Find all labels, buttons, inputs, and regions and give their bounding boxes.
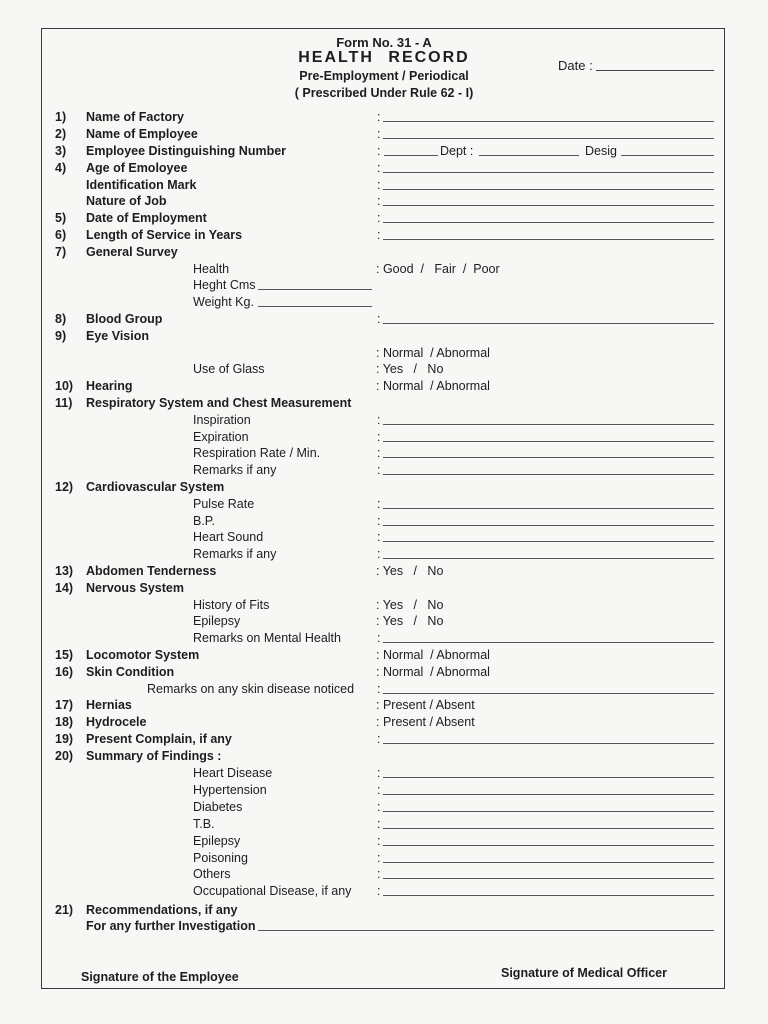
colon: :: [377, 413, 381, 427]
field-cardiovascular: [0, 479, 768, 496]
field-general-survey: [0, 244, 768, 261]
epilepsy-finding-input-line[interactable]: [383, 845, 714, 846]
field-label: Nervous System: [86, 581, 184, 595]
field-pulse-rate: [0, 496, 768, 513]
field-hernias: [0, 697, 768, 714]
field-inspiration: [0, 412, 768, 429]
field-tb: [0, 816, 768, 833]
field-label: Hypertension: [193, 783, 267, 797]
field-label: Remarks if any: [193, 547, 277, 561]
field-nature-of-job: [0, 193, 768, 210]
field-expiration: [0, 429, 768, 446]
field-nervous-system: [0, 580, 768, 597]
field-hypertension: [0, 782, 768, 799]
desig-label: Desig: [585, 144, 617, 158]
field-number: 11): [55, 396, 73, 410]
colon: :: [377, 194, 381, 208]
field-label: Length of Service in Years: [86, 228, 243, 242]
field-identification-mark: [0, 177, 768, 194]
bp-input-line[interactable]: [383, 525, 714, 526]
field-number: 14): [55, 581, 74, 595]
skin-options[interactable]: : Normal / Abnormal: [376, 665, 490, 679]
field-heart-disease: [0, 765, 768, 782]
field-label: Expiration: [193, 430, 249, 444]
field-number: 6): [55, 228, 67, 242]
field-abdomen: [0, 563, 768, 580]
colon: :: [377, 732, 381, 746]
field-label: Employee Distinguishing Number: [86, 144, 287, 158]
hernias-options[interactable]: : Present / Absent: [376, 698, 475, 712]
others-input-line[interactable]: [383, 878, 714, 879]
field-respiratory: [0, 395, 768, 412]
field-respiration-rate: [0, 445, 768, 462]
field-number: 10): [55, 379, 74, 393]
field-age: [0, 160, 768, 177]
colon: :: [377, 463, 381, 477]
employee-name-input-line[interactable]: [383, 138, 714, 139]
dept-input-line[interactable]: [479, 144, 579, 156]
field-occupational-disease: [0, 883, 768, 900]
field-number: 8): [55, 312, 67, 326]
field-poisoning: [0, 850, 768, 867]
eye-vision-options[interactable]: : Normal / Abnormal: [376, 346, 490, 360]
colon: :: [377, 110, 381, 124]
field-number: 4): [55, 161, 67, 175]
field-number: 15): [55, 648, 74, 662]
colon: :: [377, 867, 381, 881]
field-label: Poisoning: [193, 851, 248, 865]
form-rule-reference: ( Prescribed Under Rule 62 - I): [294, 86, 474, 100]
field-label: Hydrocele: [86, 715, 147, 729]
field-label: Respiration Rate / Min.: [193, 446, 321, 460]
field-label: Epilepsy: [193, 834, 241, 848]
field-number: 18): [55, 715, 74, 729]
field-label: Remarks if any: [193, 463, 277, 477]
field-label: Remarks on Mental Health: [193, 631, 341, 645]
field-label: Name of Employee: [86, 127, 198, 141]
heart-sound-input-line[interactable]: [383, 541, 714, 542]
field-epilepsy: [0, 613, 768, 630]
date-label: Date :: [558, 58, 593, 73]
colon: :: [377, 161, 381, 175]
field-label: Occupational Disease, if any: [193, 884, 352, 898]
colon: :: [377, 547, 381, 561]
field-epilepsy-finding: [0, 833, 768, 850]
field-label: Health: [193, 262, 230, 276]
colon: :: [377, 530, 381, 544]
field-eye-vision-options: [0, 345, 768, 362]
employee-number-input-line[interactable]: [384, 144, 438, 156]
field-label: Epilepsy: [193, 614, 241, 628]
field-locomotor: [0, 647, 768, 664]
field-length-of-service: [0, 227, 768, 244]
field-label: Hearing: [86, 379, 133, 393]
colon: :: [377, 312, 381, 326]
field-number: 17): [55, 698, 74, 712]
field-number: 13): [55, 564, 74, 578]
identification-input-line[interactable]: [383, 189, 714, 190]
field-label: Remarks on any skin disease noticed: [147, 682, 355, 696]
investigation-input-line[interactable]: [258, 930, 714, 931]
mental-health-input-line[interactable]: [383, 642, 714, 643]
field-label: Heart Sound: [193, 530, 264, 544]
locomotor-options[interactable]: : Normal / Abnormal: [376, 648, 490, 662]
service-years-input-line[interactable]: [383, 239, 714, 240]
health-options[interactable]: : Good / Fair / Poor: [376, 262, 500, 276]
poisoning-input-line[interactable]: [383, 862, 714, 863]
colon: :: [377, 884, 381, 898]
field-label: B.P.: [193, 514, 216, 528]
colon: :: [377, 211, 381, 225]
field-label: Inspiration: [193, 413, 251, 427]
form-title: HEALTH RECORD: [298, 49, 470, 66]
expiration-input-line[interactable]: [383, 441, 714, 442]
field-number: 20): [55, 749, 74, 763]
diabetes-input-line[interactable]: [383, 811, 714, 812]
hydrocele-options[interactable]: : Present / Absent: [376, 715, 475, 729]
inspiration-input-line[interactable]: [383, 424, 714, 425]
field-eye-vision: [0, 328, 768, 345]
field-label: Identification Mark: [86, 178, 197, 192]
blood-group-input-line[interactable]: [383, 323, 714, 324]
field-heart-sound: [0, 529, 768, 546]
field-health: [0, 261, 768, 278]
field-label: Hernias: [86, 698, 132, 712]
field-label: General Survey: [86, 245, 178, 259]
field-weight: [0, 294, 768, 311]
field-number: 12): [55, 480, 74, 494]
field-label: Use of Glass: [193, 362, 265, 376]
field-label: Blood Group: [86, 312, 163, 326]
field-skin-condition: [0, 664, 768, 681]
employment-date-input-line[interactable]: [383, 222, 714, 223]
colon: :: [377, 228, 381, 242]
field-label: Locomotor System: [86, 648, 200, 662]
colon: :: [377, 851, 381, 865]
field-label: Nature of Job: [86, 194, 167, 208]
field-label: T.B.: [193, 817, 215, 831]
field-label: Present Complain, if any: [86, 732, 232, 746]
field-label: Age of Emoloyee: [86, 161, 188, 175]
age-input-line[interactable]: [383, 172, 714, 173]
field-label: Summary of Findings :: [86, 749, 222, 763]
colon: :: [377, 497, 381, 511]
colon: :: [377, 834, 381, 848]
field-hearing: [0, 378, 768, 395]
colon: :: [377, 127, 381, 141]
colon: :: [377, 631, 381, 645]
hearing-options[interactable]: : Normal / Abnormal: [376, 379, 490, 393]
factory-input-line[interactable]: [383, 121, 714, 122]
field-label: Abdomen Tenderness: [86, 564, 217, 578]
height-input-line[interactable]: [258, 278, 372, 290]
field-number: 3): [55, 144, 67, 158]
field-label: Heght Cms: [193, 278, 256, 292]
field-employee-number: [0, 143, 768, 160]
date-field[interactable]: [596, 70, 714, 71]
dept-label: Dept :: [440, 144, 474, 158]
field-summary-of-findings: [0, 748, 768, 765]
heart-disease-input-line[interactable]: [383, 777, 714, 778]
signature-medical-officer: Signature of Medical Officer: [501, 966, 668, 980]
form-subtitle: Pre-Employment / Periodical: [299, 69, 469, 83]
field-label: Respiratory System and Chest Measurement: [86, 396, 352, 410]
respiratory-remarks-input-line[interactable]: [383, 474, 714, 475]
field-history-of-fits: [0, 597, 768, 614]
field-number: 2): [55, 127, 67, 141]
cardio-remarks-input-line[interactable]: [383, 558, 714, 559]
field-label: History of Fits: [193, 598, 270, 612]
colon: :: [377, 430, 381, 444]
field-label: For any further Investigation: [86, 919, 256, 933]
field-label: Heart Disease: [193, 766, 273, 780]
field-label: Name of Factory: [86, 110, 184, 124]
field-respiratory-remarks: [0, 462, 768, 479]
field-cardio-remarks: [0, 546, 768, 563]
colon: :: [377, 514, 381, 528]
field-name-of-employee: [0, 126, 768, 143]
colon: :: [377, 817, 381, 831]
field-number: 21): [55, 903, 74, 917]
field-label: Weight Kg.: [193, 295, 254, 309]
field-diabetes: [0, 799, 768, 816]
field-blood-group: [0, 311, 768, 328]
field-label: Diabetes: [193, 800, 243, 814]
field-number: 19): [55, 732, 74, 746]
signature-employee: Signature of the Employee: [81, 970, 239, 984]
field-label: Others: [193, 867, 231, 881]
epilepsy-options[interactable]: : Yes / No: [376, 614, 444, 628]
field-further-investigation: [0, 918, 768, 935]
tb-input-line[interactable]: [383, 828, 714, 829]
colon: :: [377, 446, 381, 460]
weight-input-line[interactable]: [258, 295, 372, 307]
field-label: Recommendations, if any: [86, 903, 238, 917]
field-height: [0, 277, 768, 294]
pulse-rate-input-line[interactable]: [383, 508, 714, 509]
desig-input-line[interactable]: [621, 144, 714, 156]
field-number: 7): [55, 245, 67, 259]
occupational-disease-input-line[interactable]: [383, 895, 714, 896]
field-others: [0, 866, 768, 883]
colon: :: [377, 766, 381, 780]
field-label: Date of Employment: [86, 211, 207, 225]
complain-input-line[interactable]: [383, 743, 714, 744]
field-hydrocele: [0, 714, 768, 731]
field-number: 5): [55, 211, 67, 225]
skin-remarks-input-line[interactable]: [383, 693, 714, 694]
glass-options[interactable]: : Yes / No: [376, 362, 444, 376]
colon: :: [377, 800, 381, 814]
hypertension-input-line[interactable]: [383, 794, 714, 795]
field-number: 16): [55, 665, 74, 679]
field-number: 1): [55, 110, 67, 124]
colon: :: [377, 682, 381, 696]
colon: :: [377, 144, 381, 158]
fits-options[interactable]: : Yes / No: [376, 598, 444, 612]
respiration-rate-input-line[interactable]: [383, 457, 714, 458]
field-mental-health: [0, 630, 768, 647]
field-label: Pulse Rate: [193, 497, 255, 511]
field-date-of-employment: [0, 210, 768, 227]
abdomen-options[interactable]: : Yes / No: [376, 564, 444, 578]
field-bp: [0, 513, 768, 530]
field-recommendations: [0, 902, 768, 919]
field-label: Cardiovascular System: [86, 480, 225, 494]
field-number: 9): [55, 329, 67, 343]
form-number: Form No. 31 - A: [336, 35, 432, 50]
colon: :: [377, 178, 381, 192]
field-use-of-glass: [0, 361, 768, 378]
field-label: Skin Condition: [86, 665, 175, 679]
nature-of-job-input-line[interactable]: [383, 205, 714, 206]
field-skin-remarks: [0, 681, 768, 698]
colon: :: [377, 783, 381, 797]
field-name-of-factory: [0, 109, 768, 126]
field-label: Eye Vision: [86, 329, 149, 343]
field-present-complain: [0, 731, 768, 748]
